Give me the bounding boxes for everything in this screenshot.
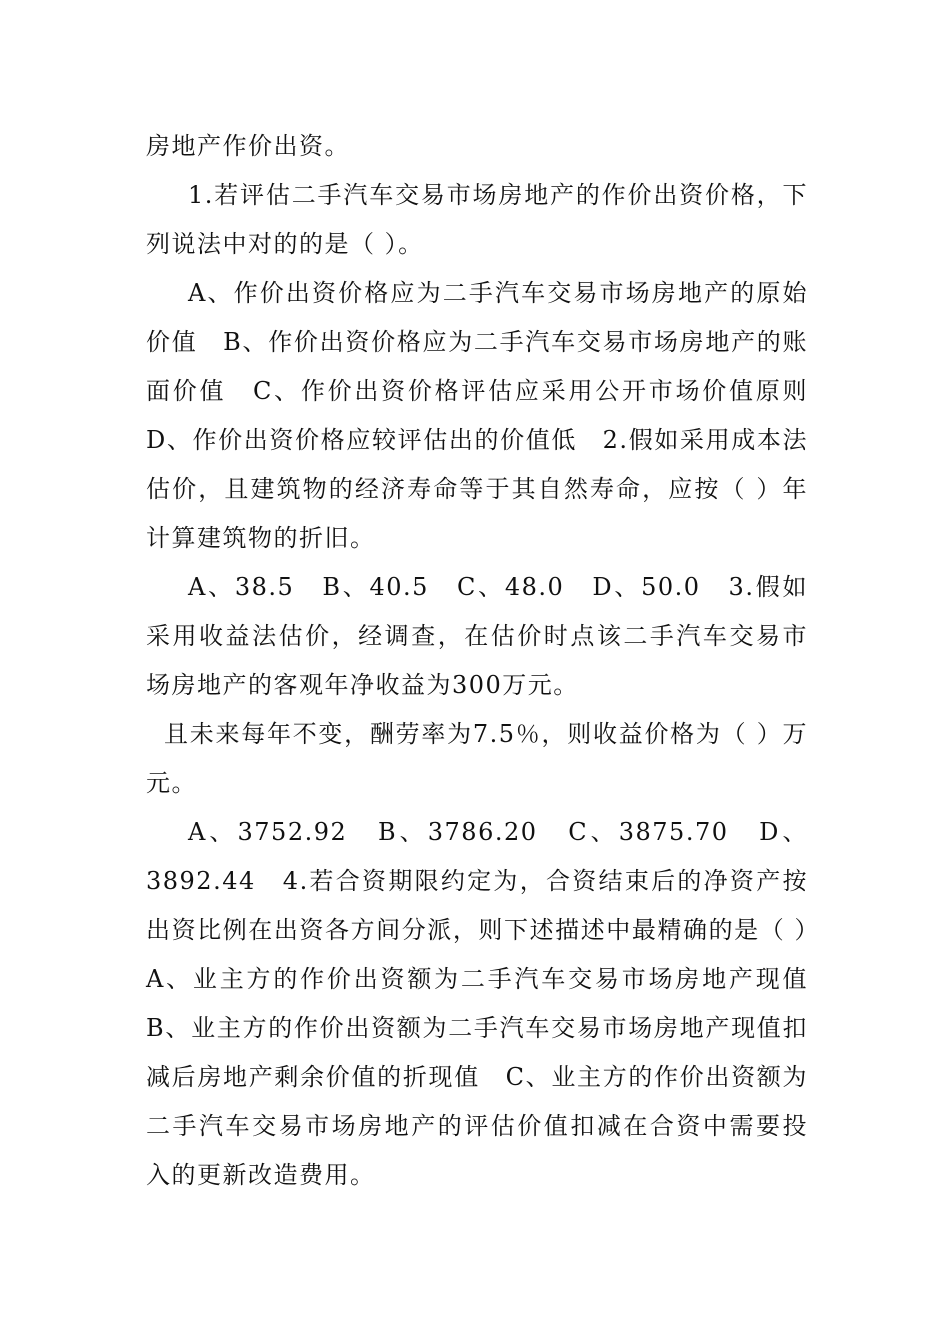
paragraph-options-2-question-3: A、38.5 B、40.5 C、48.0 D、50.0 3.假如采用收益法估价，经调查，在估价时点该二手汽车交易市场房地产的客观年净收益为300万元。 xyxy=(146,573,808,699)
paragraph-question-1: 1.若评估二手汽车交易市场房地产的作价出资价格，下列说法中对的的是（ ）。 xyxy=(146,181,808,258)
document-body xyxy=(146,122,834,1200)
paragraph-question-3-continued: 且未来每年不变，酬劳率为7.5％，则收益价格为（ ）万元。 xyxy=(146,720,808,797)
paragraph-options-1-question-2: A、作价出资价格应为二手汽车交易市场房地产的原始价值 B、作价出资价格应为二手汽车交易市场房地产的账面价值 C、作价出资价格评估应采用公开市场价值原则 D、作价出资价格应较评估出的价值低 2.假如采用成本法估价，且建筑物的经济寿命等于其自然寿命，应按（ ）年计算建筑物的折旧。 xyxy=(146,279,834,552)
paragraph-options-3-question-4: A、3752.92 B、3786.20 C、3875.70 D、3892.44 4.若合资期限约定为，合资结束后的净资产按出资比例在出资各方间分派，则下述描述中最精确的是（ ） A、业主方的作价出资额为二手汽车交易市场房地产现值 B、业主方的作价出资额为二手汽车交易市场房地产现值扣减后房地产剩余价值的折现值 C、业主方的作价出资额为二手汽车交易市场房地产的评估价值扣减在合资中需要投入的更新改造费用。 xyxy=(146,818,834,1189)
paragraph-intro: 房地产作价出资。 xyxy=(146,132,350,160)
